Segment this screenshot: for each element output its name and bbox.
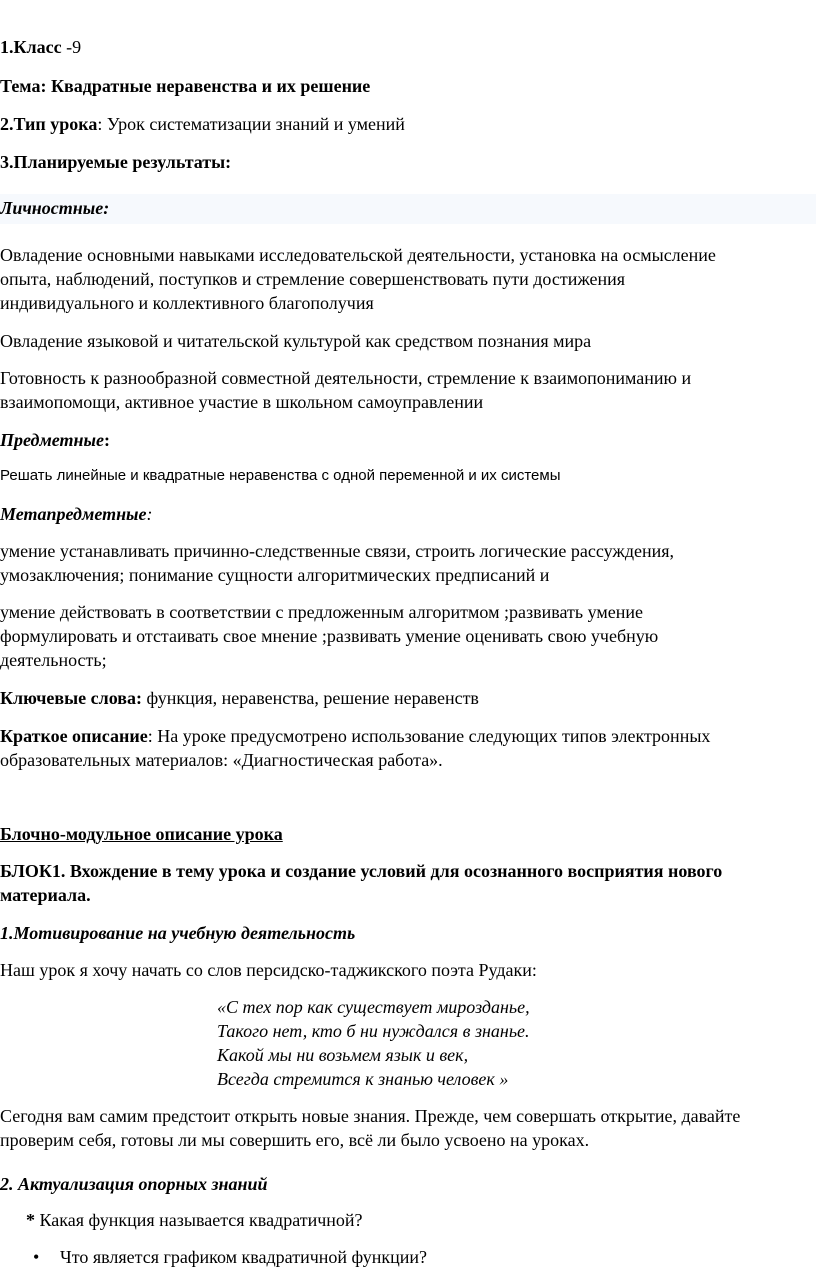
block-heading: Блочно-модульное описание урока	[0, 824, 283, 844]
class-label: 1.Класс	[0, 37, 62, 57]
subject-heading-text: Предметные	[0, 430, 105, 450]
lesson-type-value: : Урок систематизации знаний и умений	[97, 114, 405, 134]
block1-heading: БЛОК1. Вхождение в тему урока и создание условий для осознанного восприятия нового	[0, 861, 723, 881]
subject-line: Решать линейные и квадратные неравенства с одной переменной и их системы	[0, 467, 561, 484]
intro-line: Наш урок я хочу начать со слов персидско-таджикского поэта Рудаки:	[0, 960, 537, 980]
lesson-type-line	[0, 112, 405, 136]
question-item	[26, 1208, 363, 1232]
topic-value: Квадратные неравенства и их решение	[46, 76, 371, 96]
personal-line: взаимопомощи, активное участие в школьном самоуправлении	[0, 392, 484, 412]
keywords-label: Ключевые слова:	[0, 688, 142, 708]
poem-line: Такого нет, кто б ни нуждался в знанье.	[217, 1021, 530, 1041]
subject-heading	[0, 428, 110, 452]
class-value: -9	[61, 37, 82, 57]
class-line	[0, 35, 81, 59]
topic-label: Тема:	[0, 76, 47, 96]
poem-line: Всегда стремится к знанью человек »	[217, 1069, 509, 1089]
bullet-marker: •	[33, 1247, 40, 1267]
today-line: Сегодня вам самим предстоит открыть новые знания. Прежде, чем совершать открытие, давайте	[0, 1106, 741, 1126]
motivation-heading: 1.Мотивирование на учебную деятельность	[0, 923, 356, 943]
summary-line: образовательных материалов: «Диагностическая работа».	[0, 750, 443, 770]
poem-line: «С тех пор как существует мирозданье,	[217, 997, 530, 1017]
question-text: Какая функция называется квадратичной?	[39, 1210, 363, 1230]
personal-line: Овладение языковой и читательской культурой как средством познания мира	[0, 331, 592, 351]
actualization-heading: 2. Актуализация опорных знаний	[0, 1174, 268, 1194]
results-heading: 3.Планируемые результаты:	[0, 152, 232, 172]
personal-line: Овладение основными навыками исследовательской деятельности, установка на осмысление	[0, 245, 716, 265]
personal-line: опыта, наблюдений, поступков и стремление совершенствовать пути достижения	[0, 269, 626, 289]
block1-heading: материала.	[0, 885, 91, 905]
question-text: Что является графиком квадратичной функции?	[60, 1247, 427, 1267]
personal-line: индивидуального и коллективного благополучия	[0, 293, 374, 313]
today-line: проверим себя, готовы ли мы совершить его, всё ли было усвоено на уроках.	[0, 1130, 590, 1150]
meta-line: умозаключения; понимание сущности алгоритмических предписаний и	[0, 565, 550, 585]
meta-line: умение устанавливать причинно-следственные связи, строить логические рассуждения,	[0, 541, 675, 561]
meta-line: деятельность;	[0, 650, 107, 670]
meta-line: формулировать и отстаивать свое мнение ;развивать умение оценивать свою учебную	[0, 626, 659, 646]
keywords-value: функция, неравенства, решение неравенств	[141, 688, 479, 708]
summary-label: Краткое описание	[0, 726, 148, 746]
topic-line	[0, 74, 370, 98]
meta-colon: :	[146, 504, 153, 524]
highlight-band	[0, 194, 816, 224]
poem-line: Какой мы ни возьмем язык и век,	[217, 1045, 469, 1065]
summary-text: : На уроке предусмотрено использование следующих типов электронных	[147, 726, 711, 746]
meta-line: умение действовать в соответствии с предложенным алгоритмом ;развивать умение	[0, 602, 643, 622]
meta-heading	[0, 502, 153, 526]
lesson-type-label: 2.Тип урока	[0, 114, 98, 134]
meta-heading-text: Метапредметные	[0, 504, 147, 524]
personal-line: Готовность к разнообразной совместной деятельности, стремление к взаимопониманию и	[0, 368, 692, 388]
personal-heading: Личностные:	[0, 198, 110, 218]
keywords-line	[0, 686, 479, 710]
asterisk-marker: *	[26, 1210, 35, 1230]
subject-colon: :	[104, 430, 111, 450]
summary-line	[0, 724, 710, 748]
